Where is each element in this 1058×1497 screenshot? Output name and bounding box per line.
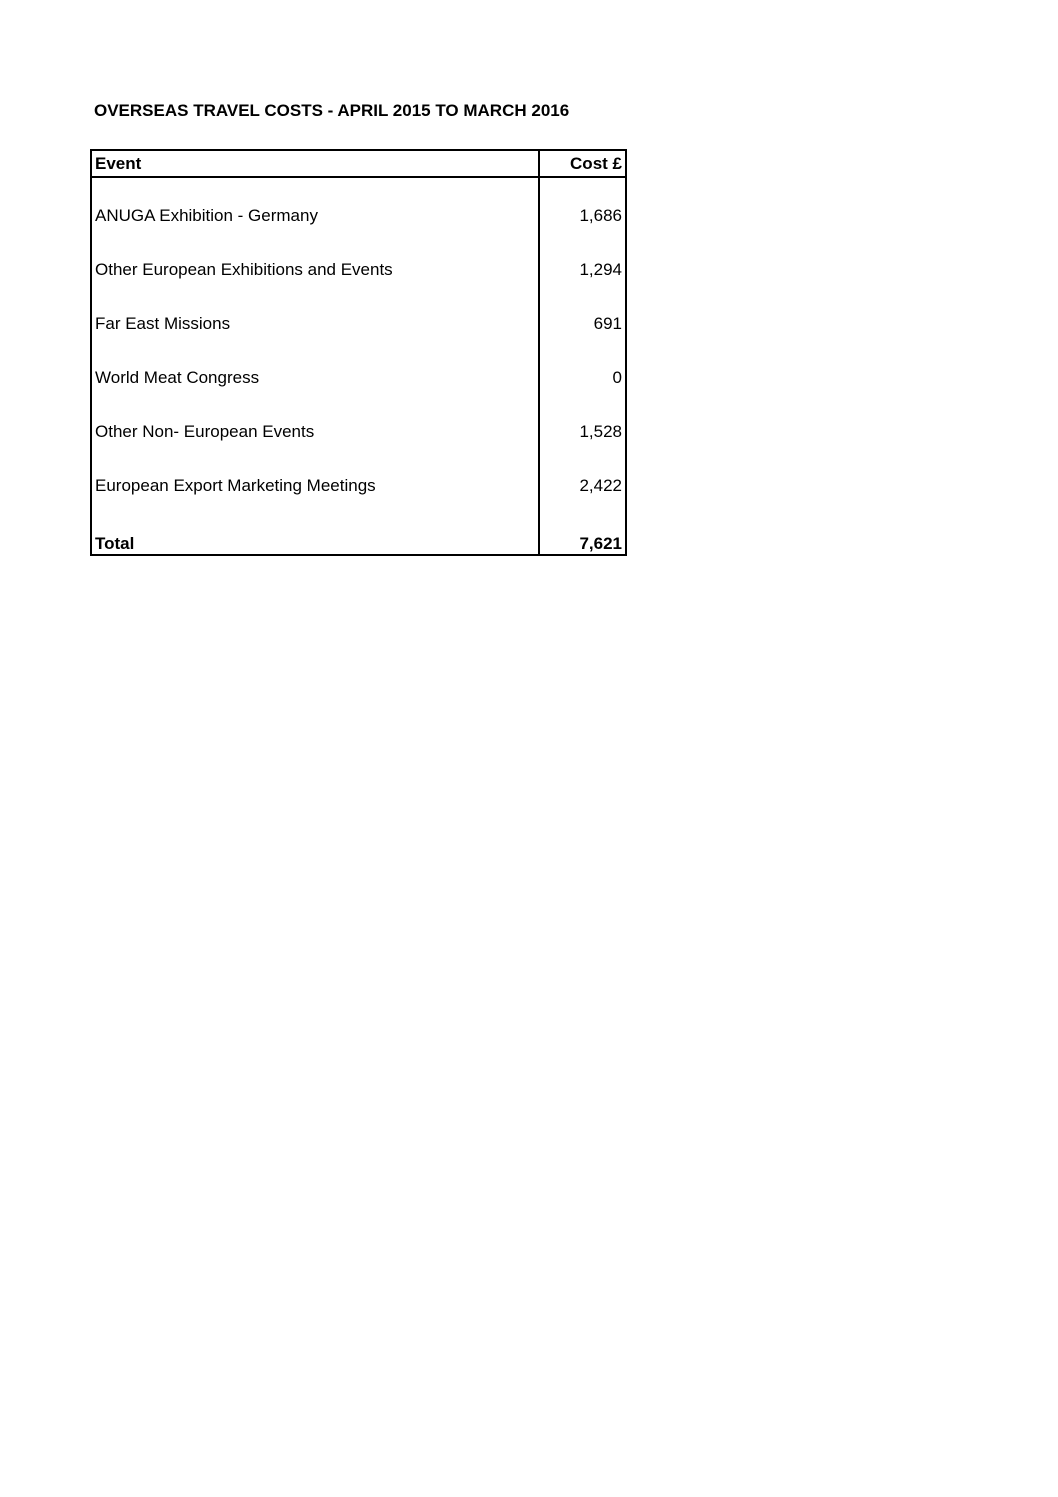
table-row <box>91 314 626 368</box>
cost-cell: 1,294 <box>579 260 622 279</box>
total-label: Total <box>91 530 539 555</box>
table-row <box>91 206 626 260</box>
header-cost: Cost £ <box>539 150 626 177</box>
cost-cell: 0 <box>612 368 622 387</box>
table-row <box>91 260 626 314</box>
cost-cell: 1,528 <box>579 422 622 441</box>
header-event: Event <box>91 150 539 177</box>
event-cell: Other European Exhibitions and Events <box>91 260 539 314</box>
table-row <box>91 368 626 422</box>
cost-cell: 2,422 <box>579 476 622 495</box>
event-cell: Other Non- European Events <box>91 422 539 476</box>
cost-cell: 1,686 <box>579 206 622 225</box>
event-cell: ANUGA Exhibition - Germany <box>91 206 539 260</box>
event-cell: European Export Marketing Meetings <box>91 476 539 530</box>
table-row <box>91 422 626 476</box>
spacer-row <box>91 177 626 206</box>
page-title: OVERSEAS TRAVEL COSTS - APRIL 2015 TO MARCH 2016 <box>94 101 570 120</box>
total-row <box>91 530 626 555</box>
table-row <box>91 476 626 530</box>
event-cell: Far East Missions <box>91 314 539 368</box>
total-cost: 7,621 <box>579 534 622 553</box>
travel-costs-table <box>90 149 627 556</box>
table-header-row <box>91 150 626 177</box>
cost-cell: 691 <box>593 314 622 333</box>
event-cell: World Meat Congress <box>91 368 539 422</box>
